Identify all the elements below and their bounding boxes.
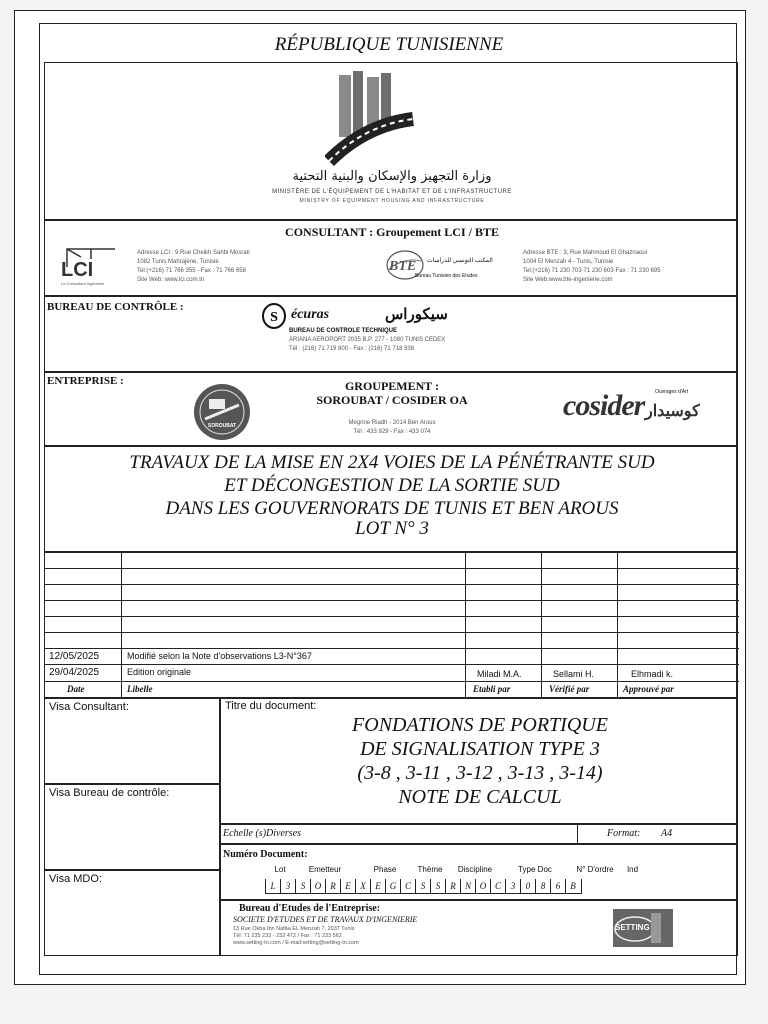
bte-logo xyxy=(385,247,495,287)
visa-mdo-label: Visa MDO: xyxy=(49,873,102,885)
numero-label: Numéro Document: xyxy=(223,849,308,860)
ref-header-ind: Ind xyxy=(626,865,639,874)
ref-char: E xyxy=(340,879,355,893)
ref-header-lot: Lot xyxy=(274,865,286,874)
svg-text:S: S xyxy=(270,310,278,325)
revision-row xyxy=(45,665,739,681)
visa-controle-box xyxy=(44,784,220,870)
revision-date: 12/05/2025 xyxy=(49,651,100,662)
ref-char: C xyxy=(400,879,415,893)
reference-headers xyxy=(265,865,685,877)
format-value: A4 xyxy=(661,828,673,839)
bte-logo-text: BTE xyxy=(389,259,417,274)
ministry-box xyxy=(44,62,738,220)
bte-tagline: Bureau Tunisien des Etudes xyxy=(415,273,478,279)
document-title-label: Titre du document: xyxy=(225,700,317,712)
lci-tagline: Le Consultant Ingénierie xyxy=(61,281,105,286)
securas-logo: écuras xyxy=(291,307,330,322)
ref-char: S xyxy=(415,879,430,893)
revisions-table xyxy=(44,552,738,698)
consultant-title: CONSULTANT : Groupement LCI / BTE xyxy=(285,225,499,239)
groupement-label: GROUPEMENT : xyxy=(344,379,440,393)
revision-header-row xyxy=(45,683,739,698)
ref-char: C xyxy=(490,879,505,893)
cosider-logo xyxy=(563,383,703,433)
revision-row xyxy=(45,649,739,664)
revision-date: 29/04/2025 xyxy=(49,667,100,678)
cartouche-frame xyxy=(39,23,737,975)
header-date: Date xyxy=(67,684,85,694)
cosider-text: cosider xyxy=(563,389,645,422)
bte-address: Adresse BTE : 3, Rue Mahmoud El Ghaznaoui 1004 El Menzah 4 - Tunis, Tunisie Tel:(+216) 71 230 703-71 230 603-Fax : 71 230 695 Site Web:www.bte-ingenierie.com xyxy=(523,250,661,283)
document-title: FONDATIONS DE PORTIQUE DE SIGNALISATION TYPE 3 (3-8 , 3-11 , 3-12 , 3-13 , 3-14) NOTE DE CALCUL xyxy=(352,714,608,808)
format-label: Format: xyxy=(607,828,641,839)
ref-char: X xyxy=(355,879,370,893)
groupement-names: SOROUBAT / COSIDER OA xyxy=(316,393,468,407)
header-etabli: Etabli par xyxy=(473,684,511,694)
ref-char: E xyxy=(370,879,385,893)
ref-header-ordre: N° D'ordre xyxy=(576,865,614,874)
revision-libelle: Edition originale xyxy=(127,667,192,677)
ministry-fr: MINISTÈRE DE L'ÉQUIPEMENT DE L'HABITAT ET DE L'INFRASTRUCTURE xyxy=(272,189,512,195)
revision-approuve: Elhmadi k. xyxy=(631,669,674,679)
bureau-name: SOCIETE D'ETUDES ET DE TRAVAUX D'INGENIERIE xyxy=(233,915,418,924)
header-libelle: Libelle xyxy=(127,684,153,694)
ref-char: S xyxy=(295,879,310,893)
lci-logo xyxy=(61,247,121,287)
visa-mdo-box xyxy=(44,870,220,956)
ref-char: R xyxy=(325,879,340,893)
ref-char: R xyxy=(445,879,460,893)
document-title-box xyxy=(220,698,738,824)
ref-char: 3 xyxy=(280,879,295,893)
ref-char: 6 xyxy=(550,879,565,893)
project-title: TRAVAUX DE LA MISE EN 2X4 VOIES DE LA PÉNÉTRANTE SUD ET DÉCONGESTION DE LA SORTIE SUD DANS LES GOUVERNORATS DE TUNIS ET BEN AROUS LOT N° 3 xyxy=(129,452,655,539)
ref-char: N xyxy=(460,879,475,893)
revision-libelle: Modifié selon la Note d'observations L3-N°367 xyxy=(127,651,312,661)
consultant-box xyxy=(44,220,738,296)
entreprise-label: ENTREPRISE : xyxy=(47,375,124,387)
ministry-en: MINISTRY OF EQUIPMENT HOUSING AND INFRASTRUCTURE xyxy=(299,198,485,204)
bureau-label: Bureau d'Etudes de l'Entreprise: xyxy=(239,903,381,914)
ref-char: L xyxy=(265,879,280,893)
ref-char: G xyxy=(385,879,400,893)
revision-verifie: Sellami H. xyxy=(553,669,595,679)
bureau-address: 13 Rue Okba Ibn Nafâa EL Menzah 7, 2037 Tunis Tél: 71 235 233 - 232 472 / Fax : 71 233 562 www.setting-tn.com / E-mail:setting@setting-tn.com xyxy=(233,926,359,946)
reference-code xyxy=(265,879,582,894)
securas-arabic: سيكوراس xyxy=(385,306,448,323)
ref-header-emetteur: Emetteur xyxy=(308,865,342,874)
header-approuve: Approuvé par xyxy=(623,684,674,694)
ministry-logo xyxy=(325,69,425,169)
ref-char: 0 xyxy=(520,879,535,893)
ref-char: 8 xyxy=(535,879,550,893)
ref-char: O xyxy=(310,879,325,893)
lci-address: Adresse LCI : 9 Rue Cheikh Sahbi Mosrati 1082 Tunis Mahrajène, Tunisie Tel:(+216) 71 766 355 - Fax : 71 766 658 Site Web: www.lci.com.tn xyxy=(137,250,250,283)
controle-address: BUREAU DE CONTROLE TECHNIQUE ARIANA AEROPORT 2035 B.P. 277 - 1080 TUNIS CEDEX Tél : (216) 71 719 800 - Fax : (216) 71 718 938 xyxy=(289,328,446,352)
visa-consultant-label: Visa Consultant: xyxy=(49,701,129,713)
ref-char: S xyxy=(430,879,445,893)
ref-char: 3 xyxy=(505,879,520,893)
setting-text: SETTING xyxy=(615,923,650,932)
republic-title: RÉPUBLIQUE TUNISIENNE xyxy=(274,34,504,55)
ref-header-type-doc: Type Doc xyxy=(518,865,552,874)
ref-header-theme: Thème xyxy=(417,865,443,874)
ref-header-phase: Phase xyxy=(373,865,397,874)
document-page xyxy=(14,10,746,985)
bureau-etudes-box xyxy=(220,900,738,956)
securas-emblem-icon xyxy=(261,303,287,329)
ref-char: B xyxy=(565,879,580,893)
revision-etabli: Miladi M.A. xyxy=(477,669,522,679)
controle-box xyxy=(44,296,738,372)
ref-char: O xyxy=(475,879,490,893)
echelle-value: Echelle (s)Diverses xyxy=(223,828,302,839)
setting-logo xyxy=(611,905,675,951)
cosider-tagline: Ouvrages d'Art xyxy=(655,389,689,395)
cosider-arabic: كوسيدار xyxy=(645,403,700,420)
echelle-box xyxy=(220,824,738,844)
ref-header-discipline: Discipline xyxy=(457,865,493,874)
visa-consultant-box xyxy=(44,698,220,784)
controle-label: BUREAU DE CONTRÔLE : xyxy=(47,301,184,313)
project-box xyxy=(44,446,738,552)
entreprise-box xyxy=(44,372,738,446)
ministry-arabic: وزارة التجهيز والإسكان والبنية التحتية xyxy=(292,169,492,184)
soroubat-text: SOROUBAT xyxy=(207,423,237,429)
lci-logo-text: LCI xyxy=(61,259,94,281)
header-verifie: Vérifié par xyxy=(549,684,590,694)
visa-controle-label: Visa Bureau de contrôle: xyxy=(49,787,170,799)
entreprise-address: Megrine Riadh - 2014 Ben Arous Tél : 433 929 - Fax : 433 074 xyxy=(348,420,436,435)
numero-box xyxy=(220,844,738,900)
bte-arabic: المكتب التونسي للدراسات xyxy=(427,258,493,264)
